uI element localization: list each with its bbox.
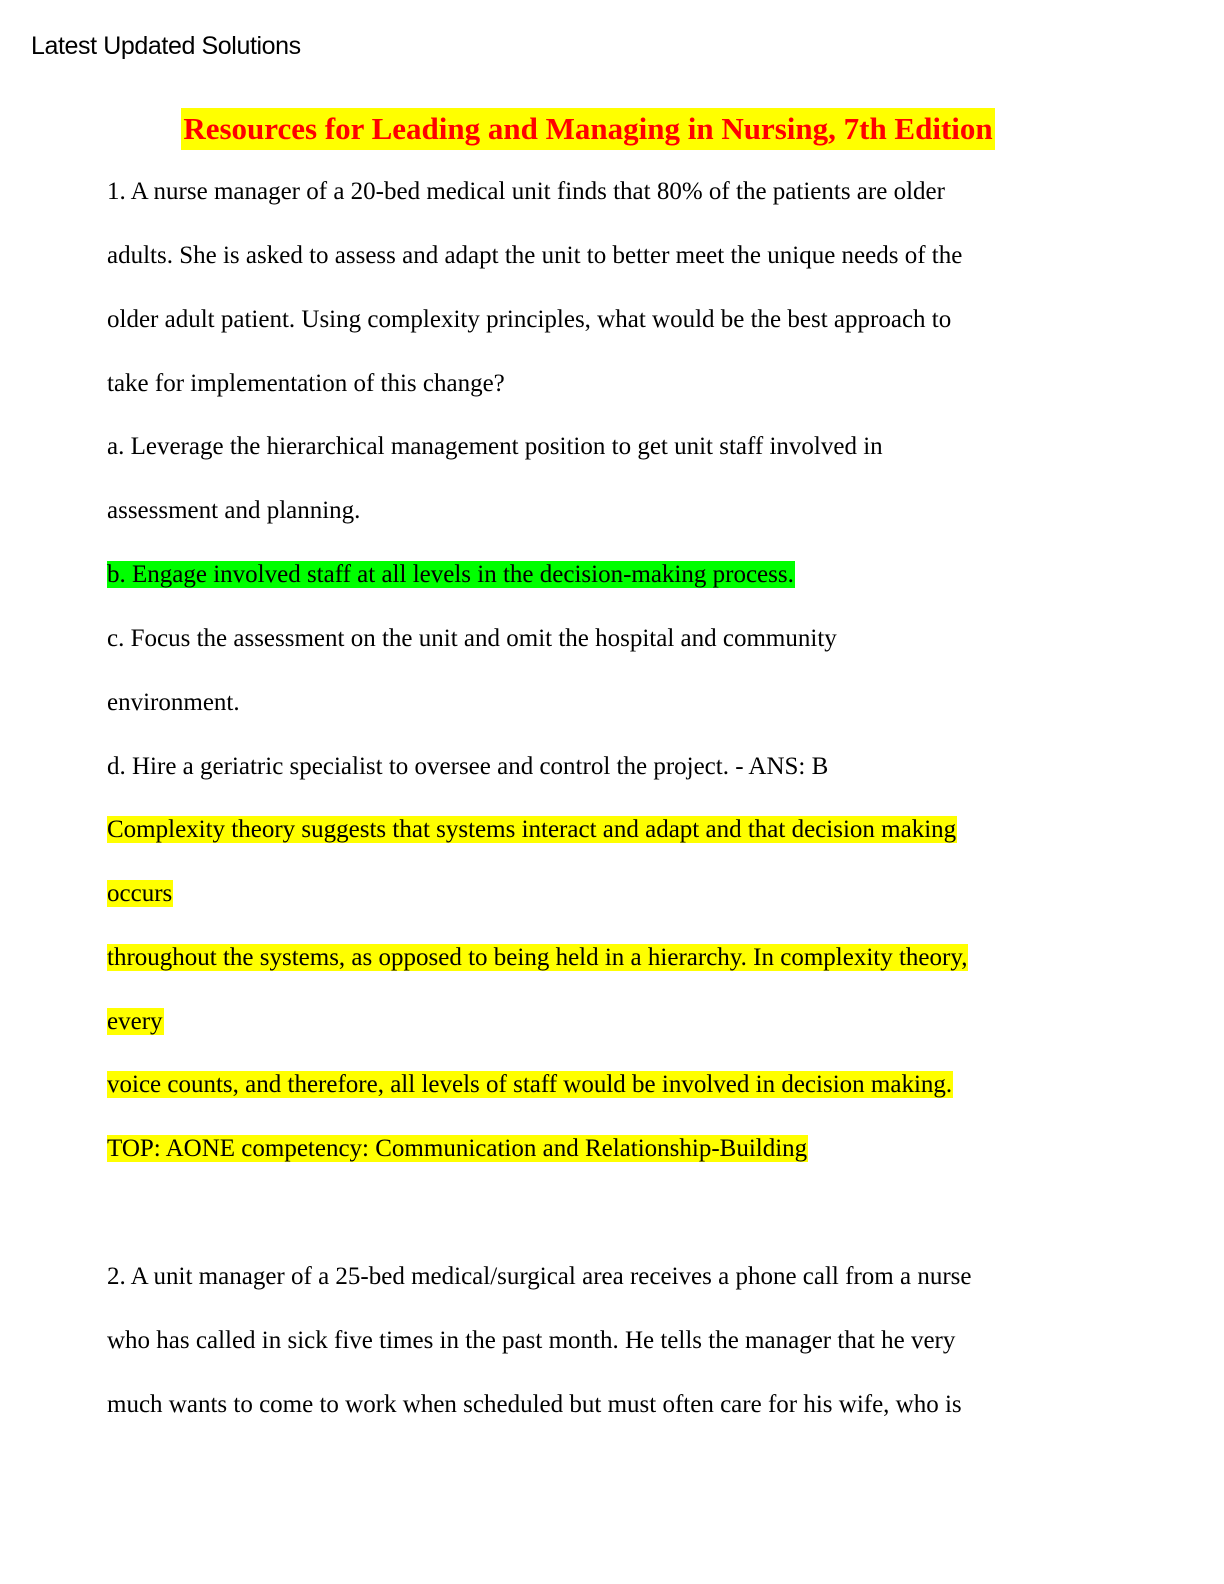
q2-stem-line-2: who has called in sick five times in the past month. He tells the manager that he very (107, 1327, 956, 1354)
q1-rationale-line-4 (107, 1005, 164, 1039)
q1-topic-text: TOP: AONE competency: Communication and Relationship-Building (107, 1135, 808, 1162)
q1-rationale-text-3: throughout the systems, as opposed to being held in a hierarchy. In complexity theory, (107, 944, 968, 971)
q1-rationale-line-2 (107, 877, 173, 911)
q1-rationale-line-3 (107, 941, 968, 975)
q1-stem-line-4: take for implementation of this change? (107, 370, 505, 397)
q1-option-d: d. Hire a geriatric specialist to oversee and control the project. - ANS: B (107, 753, 829, 780)
title-container (0, 108, 1176, 150)
q1-option-c-line-2: environment. (107, 689, 240, 716)
q1-stem-line-2: adults. She is asked to assess and adapt the unit to better meet the unique needs of the (107, 242, 963, 269)
q1-option-a-line-1: a. Leverage the hierarchical management position to get unit staff involved in (107, 433, 883, 460)
q1-rationale-line-1 (107, 813, 957, 847)
q1-topic (107, 1132, 808, 1166)
q1-rationale-text-1: Complexity theory suggests that systems interact and adapt and that decision making (107, 816, 957, 843)
q1-option-b (107, 558, 795, 592)
q1-rationale-text-2: occurs (107, 880, 173, 907)
document-title: Resources for Leading and Managing in Nursing, 7th Edition (181, 108, 994, 150)
q1-rationale-line-5 (107, 1068, 953, 1102)
q1-stem-line-3: older adult patient. Using complexity principles, what would be the best approach to (107, 306, 952, 333)
page-header: Latest Updated Solutions (31, 32, 301, 60)
q2-stem-line-1: 2. A unit manager of a 25-bed medical/surgical area receives a phone call from a nurse (107, 1263, 972, 1290)
q1-stem-line-1: 1. A nurse manager of a 20-bed medical unit finds that 80% of the patients are older (107, 178, 945, 205)
q2-stem-line-3: much wants to come to work when scheduled but must often care for his wife, who is (107, 1391, 962, 1418)
q1-option-b-text: b. Engage involved staff at all levels in the decision-making process. (107, 561, 794, 588)
q1-option-c-line-1: c. Focus the assessment on the unit and omit the hospital and community (107, 625, 837, 652)
q1-rationale-text-4: every (107, 1008, 163, 1035)
q1-option-a-line-2: assessment and planning. (107, 497, 361, 524)
q1-rationale-text-5: voice counts, and therefore, all levels of staff would be involved in decision making. (107, 1071, 953, 1098)
